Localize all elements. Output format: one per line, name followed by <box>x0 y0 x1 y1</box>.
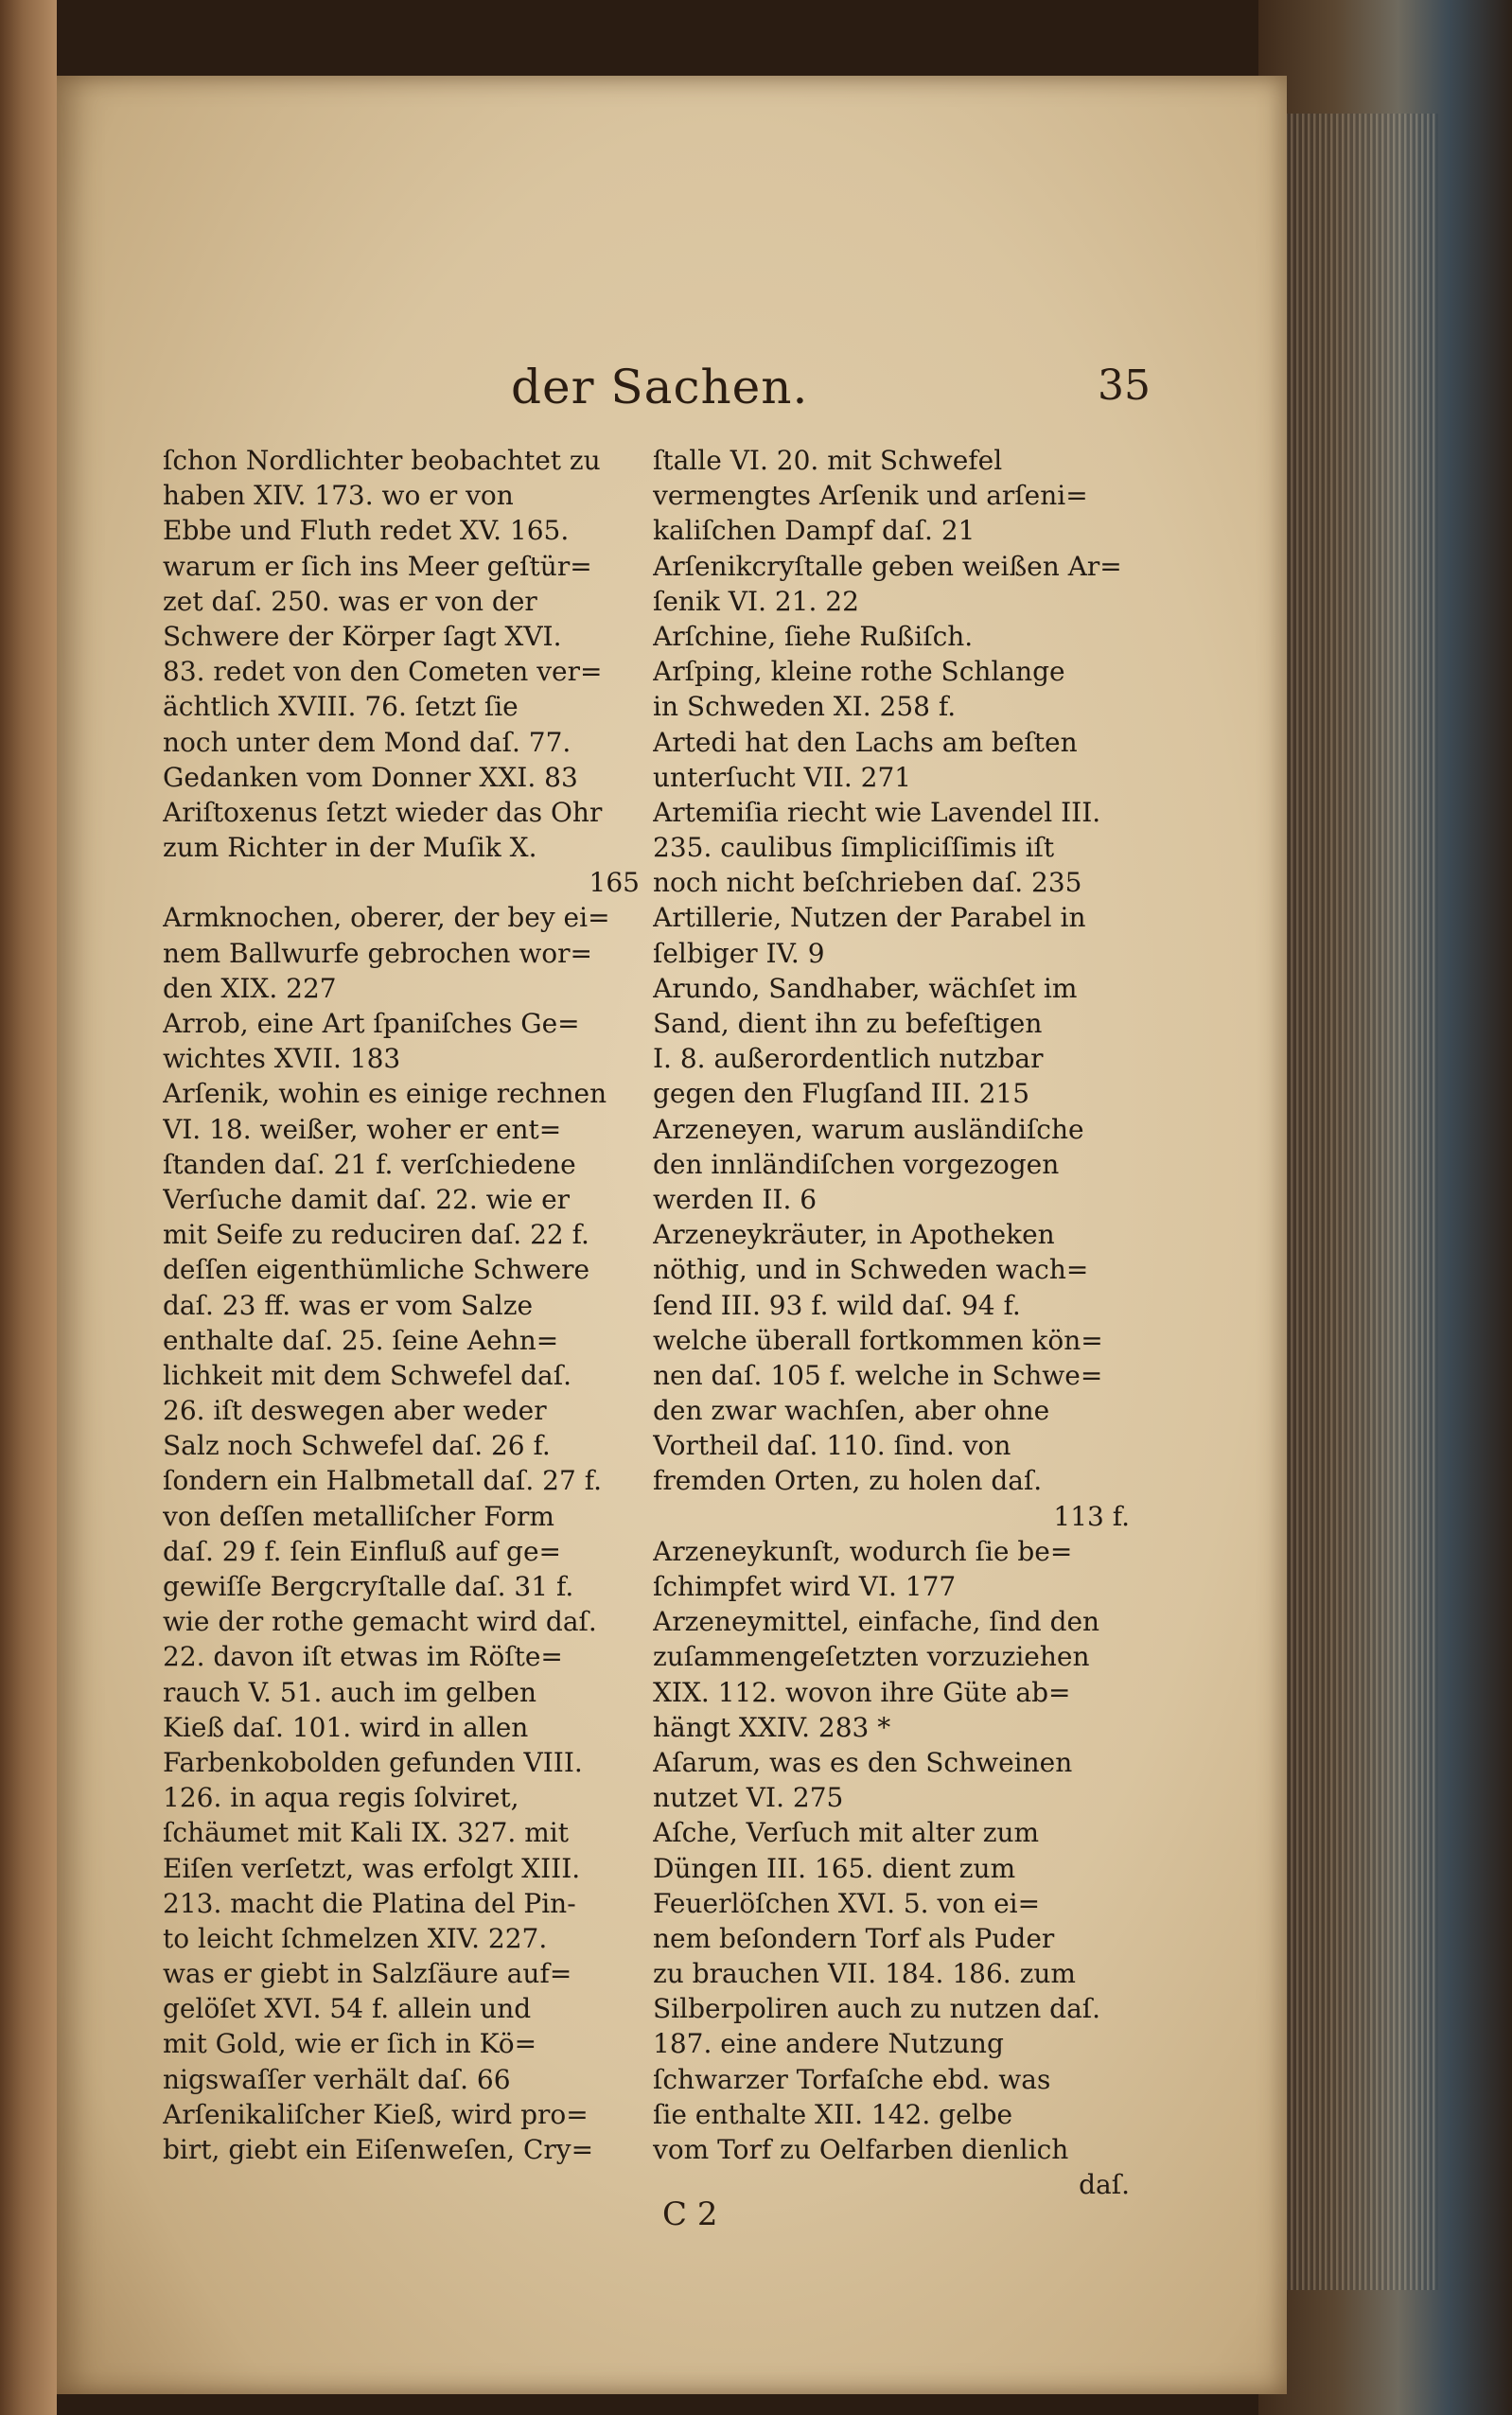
text-line: vermengtes Arſenik und arſeni= <box>653 480 1088 512</box>
text-line: Aſche, Verſuch mit alter zum <box>653 1817 1040 1849</box>
text-line: zum Richter in der Muſik X. <box>163 832 537 864</box>
page-edge-texture <box>1268 114 1438 2290</box>
text-line: Silberpoliren auch zu nutzen daſ. <box>653 1993 1101 2025</box>
text-line: ſie enthalte XII. 142. gelbe <box>653 2098 1013 2130</box>
text-line: 126. in aqua regis ſolviret, <box>163 1782 519 1814</box>
text-line: Ariſtoxenus ſetzt wieder das Ohr <box>163 796 603 828</box>
text-line: Arſchine, ſiehe Rußiſch. <box>653 620 974 652</box>
left-page-edge <box>0 0 57 2415</box>
text-line: Artillerie, Nutzen der Parabel in <box>653 902 1086 934</box>
text-line: daſ. 29 f. ſein Einfluß auf ge= <box>163 1535 561 1567</box>
text-line: den XIX. 227 <box>163 972 337 1004</box>
page-header <box>57 350 1287 426</box>
left-column <box>163 443 645 2167</box>
text-line: nutzet VI. 275 <box>653 1782 844 1814</box>
text-line: 213. macht die Platina del Pin- <box>163 1887 576 1919</box>
text-line: 187. eine andere Nutzung <box>653 2028 1004 2060</box>
text-line: Arzeneykräuter, in Apotheken <box>653 1219 1055 1251</box>
text-line: ſchäumet mit Kali IX. 327. mit <box>163 1817 569 1849</box>
text-line: zuſammengeſetzten vorzuziehen <box>653 1641 1090 1673</box>
text-line: ſchwarzer Torfaſche ebd. was <box>653 2063 1051 2095</box>
text-line: Verſuche damit daſ. 22. wie er <box>163 1183 571 1215</box>
text-line: Feuerlöſchen XVI. 5. von ei= <box>653 1887 1041 1919</box>
text-line: Arzeneyen, warum ausländiſche <box>653 1113 1084 1145</box>
text-line: ſend III. 93 f. wild daſ. 94 f. <box>653 1289 1021 1321</box>
text-line: Ebbe und Fluth redet XV. 165. <box>163 515 570 547</box>
text-line: kaliſchen Dampf daſ. 21 <box>653 515 976 547</box>
text-line: fremden Orten, zu holen daſ. <box>653 1465 1043 1497</box>
text-line: Artedi hat den Lachs am beſten <box>653 726 1078 758</box>
right-column <box>653 443 1135 2202</box>
page-number: 35 <box>1098 361 1151 410</box>
text-line: enthalte daſ. 25. ſeine Aehn= <box>163 1324 559 1356</box>
text-line: vom Torf zu Oelfarben dienlich <box>653 2134 1069 2165</box>
text-line: warum er ſich ins Meer geſtür= <box>163 550 592 582</box>
text-line: zet daſ. 250. was er von der <box>163 585 537 617</box>
text-line: den zwar wachſen, aber ohne <box>653 1395 1050 1427</box>
text-line: Sand, dient ihn zu befeſtigen <box>653 1008 1043 1039</box>
text-line: daſ. <box>1079 2169 1130 2201</box>
text-line: gewiſſe Bergcryſtalle daſ. 31 f. <box>163 1571 574 1602</box>
text-line: VI. 18. weißer, woher er ent= <box>163 1113 562 1145</box>
text-line: ſelbiger IV. 9 <box>653 937 825 969</box>
text-line: den innländiſchen vorgezogen <box>653 1148 1060 1180</box>
signature-mark: C 2 <box>662 2195 718 2233</box>
text-line: ſchimpfet wird VI. 177 <box>653 1571 957 1602</box>
text-line: mit Seife zu reduciren daſ. 22 f. <box>163 1219 589 1251</box>
text-line: 235. caulibus ſimpliciſſimis iſt <box>653 832 1055 864</box>
text-line: gelöſet XVI. 54 f. allein und <box>163 1993 532 2025</box>
text-line: haben XIV. 173. wo er von <box>163 480 514 512</box>
text-line: Eiſen verſetzt, was erfolgt XIII. <box>163 1852 581 1884</box>
text-line: nen daſ. 105 f. welche in Schwe= <box>653 1359 1103 1391</box>
text-line: deſſen eigenthümliche Schwere <box>163 1254 590 1286</box>
text-line: Arſenikcryſtalle geben weißen Ar= <box>653 550 1122 582</box>
text-line: Arſenik, wohin es einige rechnen <box>163 1078 607 1110</box>
text-line: welche überall fortkommen kön= <box>653 1324 1103 1356</box>
text-line: nöthig, und in Schweden wach= <box>653 1254 1089 1286</box>
text-line: Salz noch Schwefel daſ. 26 f. <box>163 1430 551 1462</box>
text-line: Arſping, kleine rothe Schlange <box>653 656 1065 688</box>
text-line: lichkeit mit dem Schwefel daſ. <box>163 1359 571 1391</box>
text-line: Arſenikaliſcher Kieß, wird pro= <box>163 2098 589 2130</box>
running-title: der Sachen. <box>511 360 809 414</box>
text-line: Schwere der Körper ſagt XVI. <box>163 620 562 652</box>
text-line: wichtes XVII. 183 <box>163 1043 401 1075</box>
text-line: ſtalle VI. 20. mit Schwefel <box>653 445 1003 476</box>
book-page <box>57 76 1287 2394</box>
text-line: ächtlich XVIII. 76. ſetzt ſie <box>163 691 519 723</box>
text-line: Arzeneykunſt, wodurch ſie be= <box>653 1535 1073 1567</box>
text-line: wie der rothe gemacht wird daſ. <box>163 1606 597 1638</box>
text-line: Farbenkobolden gefunden VIII. <box>163 1746 583 1778</box>
text-line: unterſucht VII. 271 <box>653 761 912 793</box>
text-line: Vortheil daſ. 110. ſind. von <box>653 1430 1011 1462</box>
text-line: Kieß daſ. 101. wird in allen <box>163 1711 529 1743</box>
text-line: rauch V. 51. auch im gelben <box>163 1676 537 1708</box>
text-line: I. 8. außerordentlich nutzbar <box>653 1043 1044 1075</box>
text-line: 26. iſt deswegen aber weder <box>163 1395 547 1427</box>
text-line: werden II. 6 <box>653 1183 818 1215</box>
text-line: Artemiſia riecht wie Lavendel III. <box>653 796 1101 828</box>
text-line: 22. davon iſt etwas im Röſte= <box>163 1641 563 1673</box>
text-line: Düngen III. 165. dient zum <box>653 1852 1016 1884</box>
text-line: 83. redet von den Cometen ver= <box>163 656 603 688</box>
text-line: Arzeneymittel, einfache, ſind den <box>653 1606 1100 1638</box>
text-line: zu brauchen VII. 184. 186. zum <box>653 1958 1076 1990</box>
text-line: nem beſondern Torf als Puder <box>653 1922 1055 1954</box>
text-line: hängt XXIV. 283 * <box>653 1711 891 1743</box>
text-line: ſchon Nordlichter beobachtet zu <box>163 445 601 476</box>
text-line: nigswaſſer verhält daſ. 66 <box>163 2063 511 2095</box>
text-line: von deſſen metalliſcher Form <box>163 1500 554 1532</box>
text-line: gegen den Flugſand III. 215 <box>653 1078 1030 1110</box>
text-line: ſondern ein Halbmetall daſ. 27 f. <box>163 1465 602 1497</box>
text-line: birt, giebt ein Eiſenweſen, Cry= <box>163 2134 594 2165</box>
text-line: Arundo, Sandhaber, wächſet im <box>653 972 1078 1004</box>
text-line: ſtanden daſ. 21 f. verſchiedene <box>163 1148 576 1180</box>
text-line: was er giebt in Salzſäure auf= <box>163 1958 572 1990</box>
text-line: in Schweden XI. 258 f. <box>653 691 957 723</box>
text-line: to leicht ſchmelzen XIV. 227. <box>163 1922 548 1954</box>
text-line: noch unter dem Mond daſ. 77. <box>163 726 571 758</box>
text-line: mit Gold, wie er ſich in Kö= <box>163 2028 537 2060</box>
text-line: Gedanken vom Donner XXI. 83 <box>163 761 578 793</box>
text-line: nem Ballwurfe gebrochen wor= <box>163 937 593 969</box>
text-line: Arrob, eine Art ſpaniſches Ge= <box>163 1008 580 1039</box>
text-line: noch nicht beſchrieben daſ. 235 <box>653 867 1082 899</box>
text-line: XIX. 112. wovon ihre Güte ab= <box>653 1676 1071 1708</box>
text-line: Armknochen, oberer, der bey ei= <box>163 902 610 934</box>
text-line: 165 <box>589 867 640 899</box>
text-line: ſenik VI. 21. 22 <box>653 585 859 617</box>
text-line: daſ. 23 ff. was er vom Salze <box>163 1289 534 1321</box>
text-line: Aſarum, was es den Schweinen <box>653 1746 1073 1778</box>
text-line: 113 f. <box>1053 1500 1130 1532</box>
